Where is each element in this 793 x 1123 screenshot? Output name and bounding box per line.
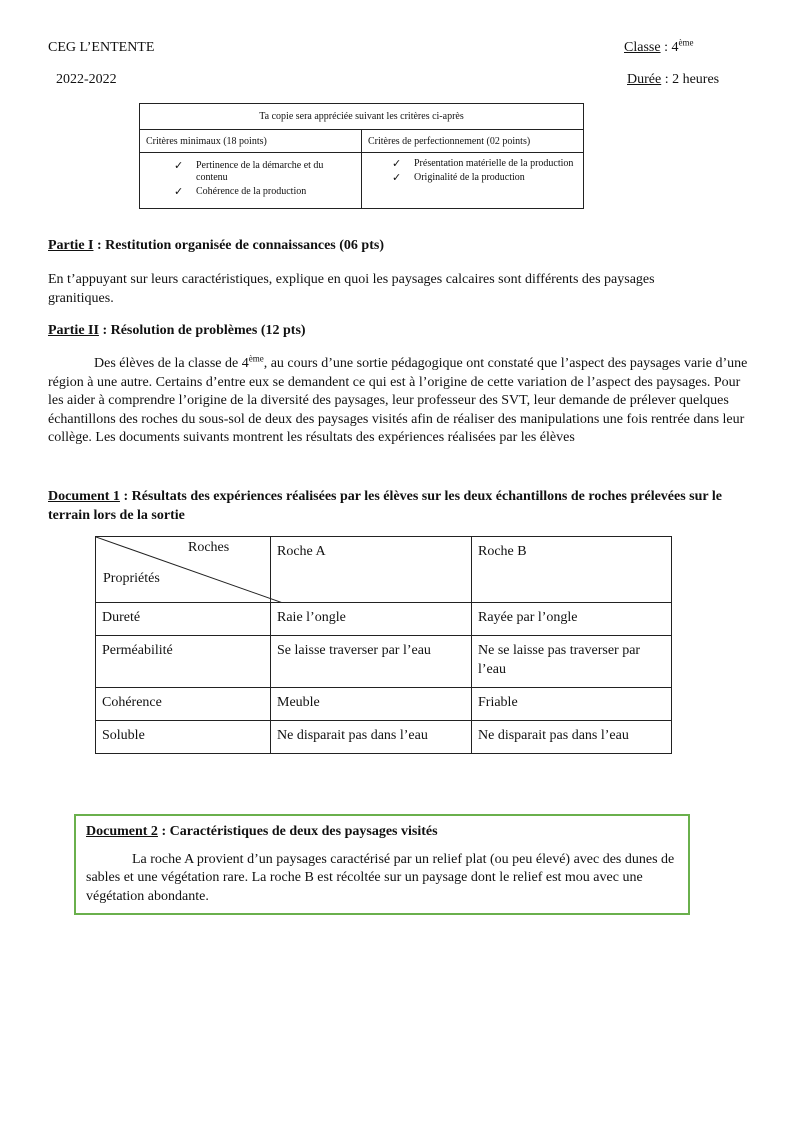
table-corner-cell: [96, 537, 271, 603]
corner-proprietes: Propriétés: [103, 571, 160, 586]
corner-roches: Roches: [188, 540, 230, 555]
value-cell: Ne disparait pas dans l’eau: [271, 721, 472, 754]
value-cell: Rayée par l’ongle: [472, 603, 672, 636]
partie2-heading: [48, 323, 306, 339]
criteria-table: [139, 103, 584, 209]
document1-table: [95, 536, 672, 754]
value-cell: Ne disparait pas dans l’eau: [472, 721, 672, 754]
partie1-heading: [48, 238, 384, 254]
document2-heading: [86, 823, 678, 842]
value-cell: Se laisse traverser par l’eau: [271, 636, 472, 688]
classe-sup: ème: [678, 37, 694, 48]
partie2-label: Partie II: [48, 323, 99, 338]
check-icon: ✓: [392, 172, 402, 184]
document2-text: La roche A provient d’un paysages caractérisé par un relief plat (ou peu élevé) avec des dunes de sables et une végétation rare. La roche B est récoltée sur un paysage dont le relief est mou avec une végétation abondante.: [86, 851, 675, 904]
table-row: [96, 721, 672, 754]
partie2-text: Des élèves de la classe de 4ème, au cours d’une sortie pédagogique ont constaté que l’aspect des paysages varie d’une région à une autre. Certains d’entre eux se demandent ce qui est à l’origine de cette variation de l’aspect des paysages. Pour les aider à comprendre l’origine de la diversité des paysages, leur professeur des SVT, leur demande de prélever quelques échantillons des roches du sous-sol de deux des paysages visités afin de réaliser des manipulations une fois rentrée dans leur collège. Les documents suivants montrent les résultats des expériences réalisées par les élèves: [48, 353, 748, 445]
value-cell: Meuble: [271, 688, 472, 721]
document1-title: : Résultats des expériences réalisées par les élèves sur les deux échantillons de roches prélevées sur le terrain lors de la sortie: [48, 489, 722, 523]
criteria-min-list: [140, 153, 362, 209]
partie1-label: Partie I: [48, 238, 94, 253]
school-year: 2022-2022: [56, 72, 117, 87]
classe-value: : 4: [660, 40, 679, 55]
column-header: Roche B: [472, 537, 672, 603]
classe-info: [624, 37, 694, 56]
property-cell: Soluble: [96, 721, 271, 754]
check-icon: ✓: [174, 160, 184, 172]
criteria-min-item: ✓ Pertinence de la démarche et du contenu: [174, 160, 324, 183]
value-cell: Friable: [472, 688, 672, 721]
property-cell: Perméabilité: [96, 636, 271, 688]
school-name: CEG L’ENTENTE: [48, 40, 155, 55]
table-row: [96, 603, 672, 636]
duree-label: Durée: [627, 72, 662, 87]
document2-box: [74, 814, 690, 915]
criteria-perf-item: ✓ Originalité de la production: [392, 172, 525, 184]
partie1-text: En t’appuyant sur leurs caractéristiques, explique en quoi les paysages calcaires sont différents des paysages granitiques.: [48, 272, 655, 306]
duree-info: [627, 72, 719, 88]
table-row: [96, 636, 672, 688]
value-cell: Ne se laisse pas traverser par l’eau: [472, 636, 672, 688]
document1-heading: [48, 487, 748, 525]
table-row: [96, 688, 672, 721]
criteria-min-item: ✓ Cohérence de la production: [174, 186, 307, 198]
partie1-title: : Restitution organisée de connaissances (06 pts): [93, 238, 384, 253]
classe-label: Classe: [624, 40, 661, 55]
criteria-perf-header: Critères de perfectionnement (02 points): [362, 130, 584, 153]
partie2-title: : Résolution de problèmes (12 pts): [98, 323, 306, 338]
property-cell: Dureté: [96, 603, 271, 636]
document2-label: Document 2: [86, 824, 158, 839]
check-icon: ✓: [392, 158, 402, 170]
property-cell: Cohérence: [96, 688, 271, 721]
document1-label: Document 1: [48, 489, 120, 504]
check-icon: ✓: [174, 186, 184, 198]
criteria-perf-list: [362, 153, 584, 209]
document2-title: : Caractéristiques de deux des paysages visités: [157, 824, 438, 839]
column-header: Roche A: [271, 537, 472, 603]
duree-value: : 2 heures: [661, 72, 720, 87]
criteria-min-header: Critères minimaux (18 points): [140, 130, 362, 153]
criteria-perf-item: ✓ Présentation matérielle de la production: [392, 158, 574, 170]
value-cell: Raie l’ongle: [271, 603, 472, 636]
criteria-title: Ta copie sera appréciée suivant les critères ci-après: [140, 104, 584, 130]
